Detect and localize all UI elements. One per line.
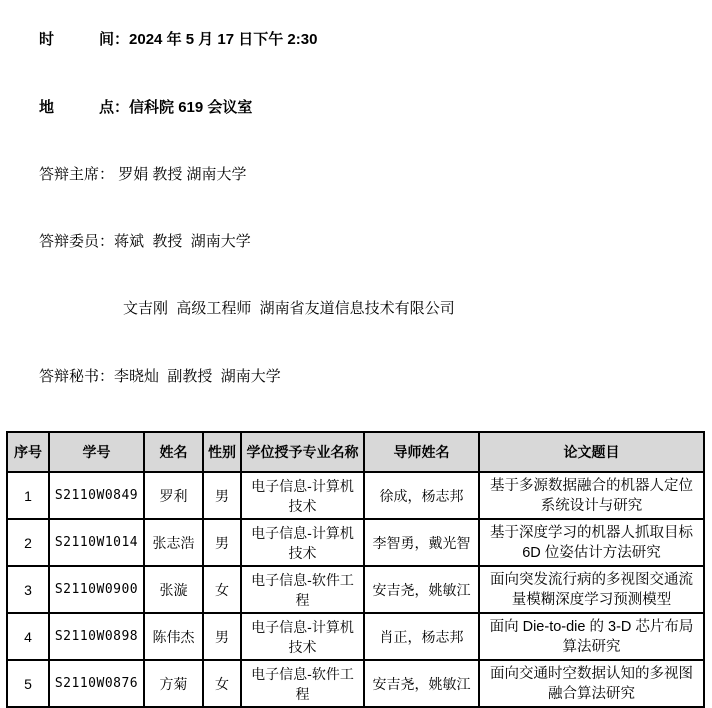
info-line-chair — [14, 141, 712, 208]
cell-major: 电子信息-计算机技术 — [241, 472, 364, 519]
cell-gender: 男 — [203, 519, 241, 566]
info-line-committee — [14, 209, 712, 276]
cell-supervisors: 安吉尧，姚敏江 — [364, 566, 479, 613]
secretary-value: 李晓灿 副教授 湖南大学 — [114, 367, 281, 385]
committee-value: 蒋斌 教授 湖南大学 — [114, 233, 251, 251]
time-value: 2024 年 5 月 17 日下午 2:30 — [129, 31, 318, 49]
col-header-name: 姓名 — [144, 432, 203, 472]
cell-major: 电子信息-计算机技术 — [241, 613, 364, 660]
chair-label: 答辩主席： — [39, 165, 115, 183]
cell-major: 电子信息-软件工程 — [241, 566, 364, 613]
info-line-time — [14, 7, 712, 74]
cell-no: 5 — [7, 660, 49, 707]
info-line-secretary — [14, 343, 712, 410]
table-row — [7, 660, 704, 707]
cell-thesis-title: 面向交通时空数据认知的多视图融合算法研究 — [479, 660, 704, 707]
table-row — [7, 519, 704, 566]
cell-name: 张志浩 — [144, 519, 203, 566]
cell-thesis-title: 面向 Die-to-die 的 3-D 芯片布局算法研究 — [479, 613, 704, 660]
cell-no: 4 — [7, 613, 49, 660]
cell-gender: 男 — [203, 613, 241, 660]
cell-gender: 男 — [203, 472, 241, 519]
col-header-student-id: 学号 — [49, 432, 144, 472]
cell-no: 2 — [7, 519, 49, 566]
time-label: 时 间： — [39, 31, 130, 49]
cell-student-id: S2110W1014 — [49, 519, 144, 566]
cell-student-id: S2110W0900 — [49, 566, 144, 613]
cell-supervisors: 肖正，杨志邦 — [364, 613, 479, 660]
cell-thesis-title: 基于深度学习的机器人抓取目标 6D 位姿估计方法研究 — [479, 519, 704, 566]
location-label: 地 点： — [39, 98, 130, 116]
cell-student-id: S2110W0876 — [49, 660, 144, 707]
secretary-label: 答辩秘书： — [39, 367, 115, 385]
col-header-gender: 性别 — [203, 432, 241, 472]
cell-name: 方菊 — [144, 660, 203, 707]
cell-thesis-title: 基于多源数据融合的机器人定位系统设计与研究 — [479, 472, 704, 519]
chair-value: 罗娟 教授 湖南大学 — [118, 165, 247, 183]
cell-name: 陈伟杰 — [144, 613, 203, 660]
cell-no: 3 — [7, 566, 49, 613]
table-header-row — [7, 432, 704, 472]
cell-no: 1 — [7, 472, 49, 519]
col-header-no: 序号 — [7, 432, 49, 472]
table-row — [7, 566, 704, 613]
cell-supervisors: 安吉尧，姚敏江 — [364, 660, 479, 707]
table-row — [7, 613, 704, 660]
table-row — [7, 472, 704, 519]
col-header-major: 学位授予专业名称 — [241, 432, 364, 472]
info-line-committee-2 — [14, 276, 712, 343]
location-value: 信科院 619 会议室 — [129, 98, 253, 116]
cell-major: 电子信息-软件工程 — [241, 660, 364, 707]
cell-major: 电子信息-计算机技术 — [241, 519, 364, 566]
cell-gender: 女 — [203, 566, 241, 613]
cell-name: 罗利 — [144, 472, 203, 519]
col-header-supervisors: 导师姓名 — [364, 432, 479, 472]
cell-supervisors: 徐成，杨志邦 — [364, 472, 479, 519]
defense-schedule-table — [6, 431, 705, 708]
cell-thesis-title: 面向突发流行病的多视图交通流量模糊深度学习预测模型 — [479, 566, 704, 613]
cell-student-id: S2110W0849 — [49, 472, 144, 519]
info-line-location — [14, 74, 712, 141]
cell-student-id: S2110W0898 — [49, 613, 144, 660]
committee-label: 答辩委员： — [39, 233, 115, 251]
cell-gender: 女 — [203, 660, 241, 707]
committee-value-2: 文吉刚 高级工程师 湖南省友道信息技术有限公司 — [123, 300, 455, 318]
col-header-thesis-title: 论文题目 — [479, 432, 704, 472]
cell-supervisors: 李智勇，戴光智 — [364, 519, 479, 566]
cell-name: 张漩 — [144, 566, 203, 613]
